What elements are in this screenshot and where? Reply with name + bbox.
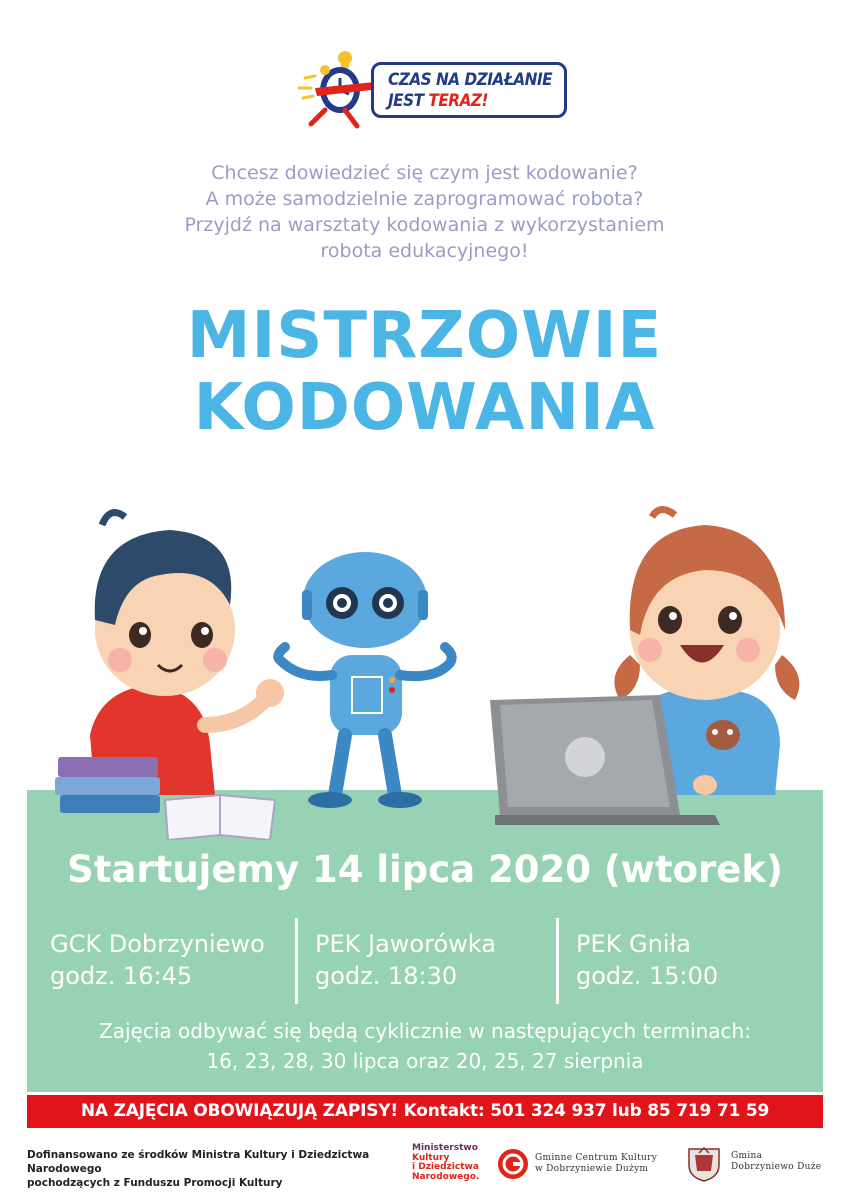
page-title [0, 300, 849, 444]
logo-line-2: JEST TERAZ! [388, 91, 488, 111]
intro-text [0, 160, 849, 264]
divider [556, 918, 559, 1004]
gck-line-1: Gminne Centrum Kultury [535, 1153, 658, 1163]
boy-figure [90, 513, 284, 796]
registration-bar: NA ZAJĘCIA OBOWIĄZUJĄ ZAPISY! Kontakt: 501 324 937 lub 85 719 71 59 [27, 1095, 823, 1128]
divider [295, 918, 298, 1004]
location-time: godz. 16:45 [50, 962, 193, 990]
ministry-line: i Dziedzictwa [412, 1162, 479, 1172]
ministry-line: Kultury [412, 1152, 450, 1163]
logo-line-1: CZAS NA DZIAŁANIE [388, 70, 553, 90]
intro-line: Chcesz dowiedzieć się czym jest kodowanie? [211, 162, 638, 184]
location-3 [576, 928, 718, 992]
terms-line-2: 16, 23, 28, 30 lipca oraz 20, 25, 27 sierpnia [206, 1049, 644, 1073]
ministry-line: Ministerstwo [412, 1143, 478, 1153]
kids-robot-illustration [40, 495, 830, 840]
schedule-terms [27, 1016, 823, 1076]
title-line-1: MISTRZOWIE [186, 299, 663, 373]
location-time: godz. 15:00 [576, 962, 719, 990]
robot-icon [278, 552, 451, 808]
location-2 [315, 928, 496, 992]
running-clock-mascot-icon [285, 48, 380, 130]
gck-line-2: w Dobrzyniewie Dużym [535, 1164, 649, 1174]
funding-line-1: Dofinansowano ze środków Ministra Kultury i Dziedzictwa Narodowego [27, 1149, 370, 1175]
location-name: PEK Gniła [576, 930, 692, 958]
start-date: Startujemy 14 lipca 2020 (wtorek) [67, 848, 783, 891]
gck-emblem-icon [497, 1148, 529, 1180]
title-line-2: KODOWANIA [193, 371, 656, 445]
coat-of-arms-icon [685, 1145, 723, 1183]
gmina-text [731, 1151, 821, 1173]
logo-text-box [371, 62, 567, 118]
ministry-line: Narodowego. [412, 1171, 480, 1182]
location-name: PEK Jaworówka [315, 930, 496, 958]
campaign-logo [285, 48, 570, 130]
location-time: godz. 18:30 [315, 962, 458, 990]
location-name: GCK Dobrzyniewo [50, 930, 265, 958]
intro-line: robota edukacyjnego! [320, 240, 529, 262]
terms-line-1: Zajęcia odbywać się będą cyklicznie w następujących terminach: [99, 1019, 751, 1043]
gck-logo [497, 1148, 667, 1184]
gmina-line-2: Dobrzyniewo Duże [731, 1162, 822, 1172]
funding-note [27, 1148, 397, 1190]
location-1 [50, 928, 265, 992]
gck-text [535, 1153, 657, 1175]
gmina-line-1: Gmina [731, 1151, 763, 1161]
ministry-logo [412, 1144, 479, 1182]
gmina-logo [685, 1145, 825, 1185]
intro-line: Przyjdź na warsztaty kodowania z wykorzystaniem [184, 214, 665, 236]
intro-line: A może samodzielnie zaprogramować robota? [205, 188, 644, 210]
funding-line-2: pochodzących z Funduszu Promocji Kultury [27, 1177, 283, 1189]
